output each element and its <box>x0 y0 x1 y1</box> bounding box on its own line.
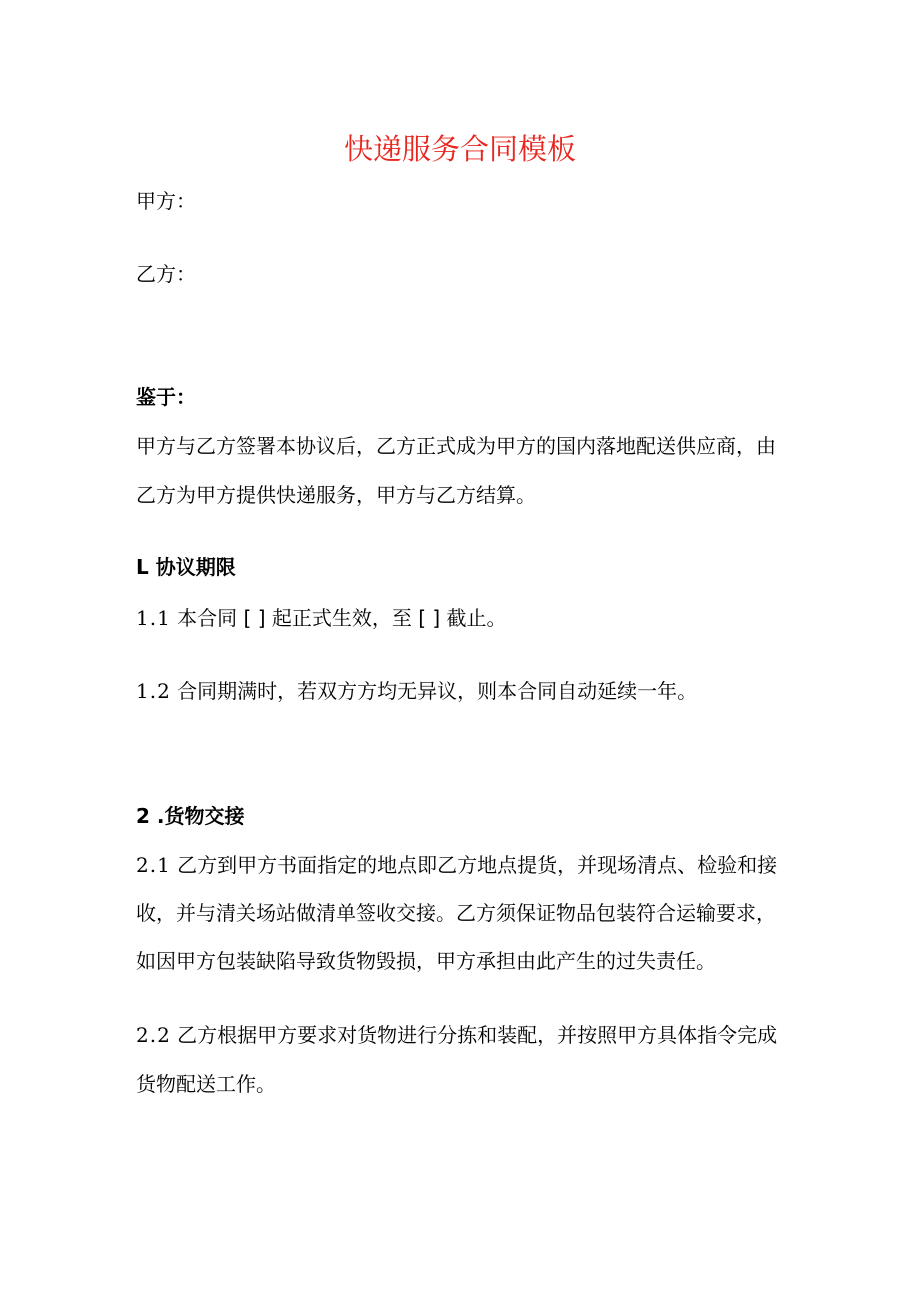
clause-number: 1.2 <box>136 679 171 703</box>
clause-2-1 <box>136 850 777 880</box>
clause-number: 2.2 <box>136 1023 171 1047</box>
clause-1-2 <box>136 676 697 706</box>
clause-2-2 <box>136 1020 777 1050</box>
clause-number: 2.1 <box>136 853 171 877</box>
clause-text: 乙方根据甲方要求对货物进行分拣和装配，并按照甲方具体指令完成 <box>177 1023 778 1047</box>
party-b-label: 乙方： <box>136 262 196 286</box>
clause-number: 1.1 <box>136 606 171 630</box>
clause-2-1-line-2: 收，并与清关场站做清单签收交接。乙方须保证物品包装符合运输要求， <box>136 901 776 925</box>
clause-1-1 <box>136 603 507 633</box>
section-2-heading: 2 .货物交接 <box>136 804 245 828</box>
whereas-heading: 鉴于： <box>136 385 196 409</box>
whereas-line-2: 乙方为甲方提供快递服务，甲方与乙方结算。 <box>136 483 536 507</box>
clause-text: 本合同 [ ] 起正式生效，至 [ ] 截止。 <box>177 606 507 630</box>
clause-2-1-line-3: 如因甲方包装缺陷导致货物毁损，甲方承担由此产生的过失责任。 <box>136 949 716 973</box>
document-title: 快递服务合同模板 <box>343 132 576 166</box>
party-a-label: 甲方： <box>136 189 196 213</box>
clause-2-2-line-2: 货物配送工作。 <box>136 1072 276 1096</box>
clause-text: 乙方到甲方书面指定的地点即乙方地点提货，并现场清点、检验和接 <box>177 853 778 877</box>
clause-text: 合同期满时，若双方方均无异议，则本合同自动延续一年。 <box>177 679 698 703</box>
whereas-line-1: 甲方与乙方签署本协议后，乙方正式成为甲方的国内落地配送供应商，由 <box>136 434 776 458</box>
section-1-heading: L 协议期限 <box>136 555 236 579</box>
